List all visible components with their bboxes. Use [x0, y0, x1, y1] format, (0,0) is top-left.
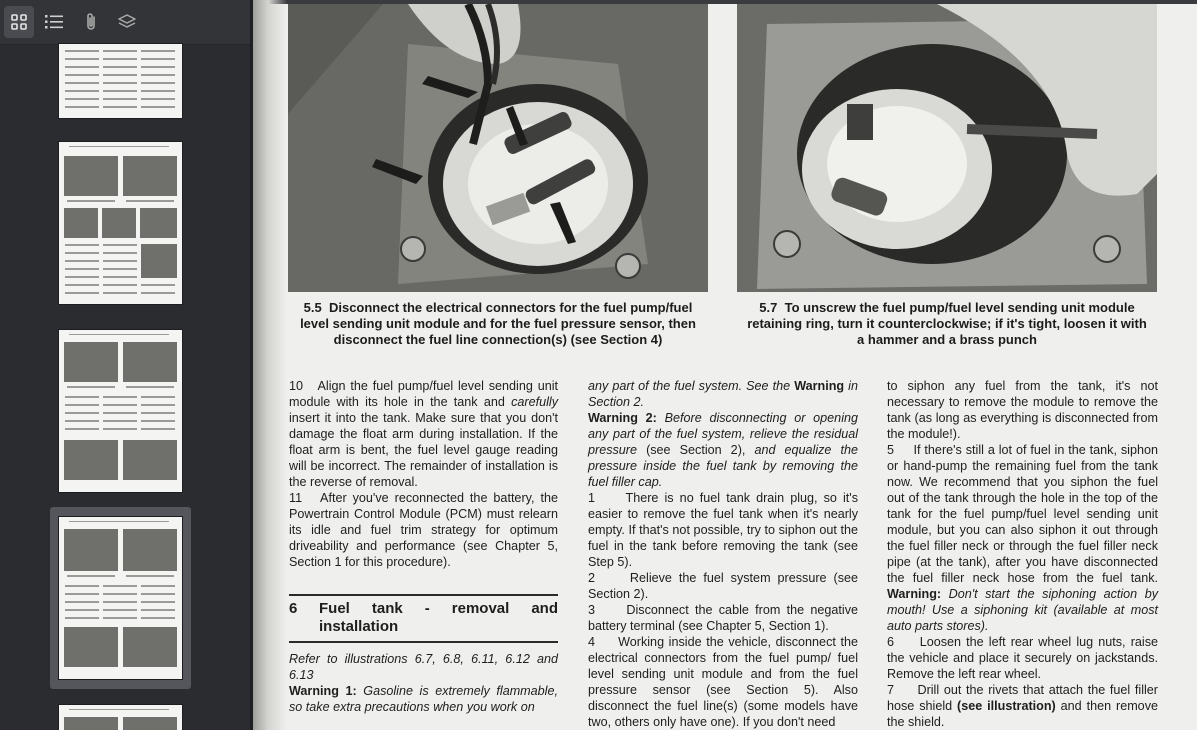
page-thumbnail[interactable]	[59, 705, 182, 730]
step-4: 4 Working inside the vehicle, disconnect the electrical connectors from the fuel pump/ fuel level sending unit module and from the fuel pressure sensor (see Section 5). Also disconnect the fuel line(s) (some models have two, others only have one). If you don't need	[588, 635, 858, 729]
step-5: 5 If there's still a lot of fuel in the tank, siphon or hand-pump the remaining fuel from the tank now. We recommend that you siphon the fuel out of the tank through the hole in the top of the tank for the fuel pump/fuel level sending unit module, but you can also siphon it out through the fuel filler neck or through the fuel filler neck pipe (at the tank), after you have disconnected the fuel filler neck hose from the fuel tank. Warning: Don't start the siphoning action by mouth! Use a siphoning kit (available at most auto parts stores).	[887, 443, 1158, 633]
thumbnails-grid-icon	[10, 13, 28, 31]
step-4-continued: to siphon any fuel from the tank, it's not necessary to remove the module to remove the tank (as long as everything is disconnected from the module!).	[887, 379, 1158, 441]
page-thumbnail[interactable]	[59, 44, 182, 118]
figure-5-5-caption: 5.5 Disconnect the electrical connectors for the fuel pump/fuel level sending unit module and for the fuel pressure sensor, then disconnect the fuel line connection(s) (see Section 4)	[300, 300, 696, 347]
thumbnails-view-button[interactable]	[4, 6, 34, 38]
section-rule-top	[289, 594, 558, 596]
text-column-1	[289, 378, 558, 715]
sidebar-toolbar	[0, 0, 250, 45]
step-6: 6 Loosen the left rear wheel lug nuts, raise the vehicle and place it securely on jackstands. Remove the left rear wheel.	[887, 635, 1158, 681]
page-thumbnail-current[interactable]	[59, 517, 182, 679]
paragraph-11: 11 After you've reconnected the battery, the Powertrain Control Module (PCM) must relearn its idle and fuel trim strategy for optimum driveability and performance (see Chapter 5, Section 1 for this procedure).	[289, 491, 558, 569]
page-thumbnail[interactable]	[59, 142, 182, 304]
figure-5-7-caption: 5.7 To unscrew the fuel pump/fuel level sending unit module retaining ring, turn it counterclockwise; if it's tight, loosen it with a hammer and a brass punch	[747, 300, 1147, 347]
step-3: 3 Disconnect the cable from the negative battery terminal (see Chapter 5, Section 1).	[588, 603, 859, 633]
warning-continued: any part of the fuel system. See the Warning in Section 2.	[588, 379, 858, 409]
attachments-view-button[interactable]	[76, 6, 106, 38]
text-column-3	[887, 378, 1158, 730]
warning-2: Warning 2: Before disconnecting or opening any part of the fuel system, relieve the residual pressure (see Section 2), and equalize the pressure inside the fuel tank by removing the fuel filler cap.	[588, 411, 858, 489]
figure-5-7-photo	[737, 4, 1157, 292]
paperclip-icon	[83, 12, 99, 32]
layers-view-button[interactable]	[112, 6, 142, 38]
thumbnail-sidebar	[0, 0, 250, 730]
step-2: 2 Relieve the fuel system pressure (see Section 2).	[588, 571, 859, 601]
section-heading: 6 Fuel tank - removal and installation	[289, 600, 558, 635]
text-column-2	[588, 378, 858, 730]
outline-view-button[interactable]	[39, 6, 69, 38]
page-binding-shadow	[253, 0, 287, 730]
page-thumbnail[interactable]	[59, 330, 182, 492]
section-rule-bottom	[289, 641, 558, 643]
step-7: 7 Drill out the rivets that attach the fuel filler hose shield (see illustration) and then remove the shield.	[887, 683, 1158, 729]
document-page	[253, 0, 1197, 730]
layers-icon	[117, 13, 137, 31]
warning-1: Warning 1: Gasoline is extremely flammable, so take extra precautions when you work on	[289, 684, 558, 714]
paragraph-10: 10 Align the fuel pump/fuel level sending unit module with its hole in the tank and carefully insert it into the tank. Make sure that you don't damage the float arm during installation. If the float arm is bent, the fuel level gauge reading will be incorrect. The remainder of installation is the reverse of removal.	[289, 379, 558, 489]
step-1: 1 There is no fuel tank drain plug, so it's easier to remove the fuel tank when it's nearly empty. If that's not possible, try to siphon out the fuel in the tank before removing the tank (see Step 5).	[588, 491, 858, 569]
refer-illustrations: Refer to illustrations 6.7, 6.8, 6.11, 6.12 and 6.13	[289, 652, 558, 682]
outline-list-icon	[44, 13, 64, 31]
figure-5-5-photo	[288, 4, 708, 292]
